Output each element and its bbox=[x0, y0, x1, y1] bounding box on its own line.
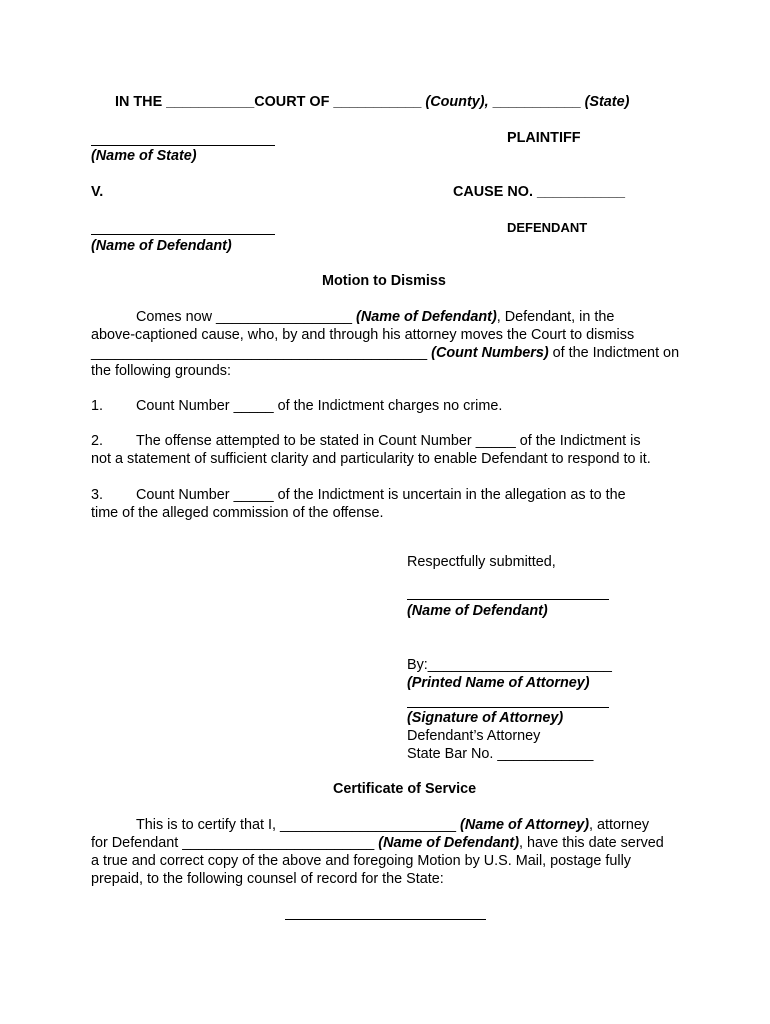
cert-text: This is to certify that I, bbox=[136, 817, 276, 833]
cert-attorney-blank: ______________________ bbox=[279, 817, 457, 833]
printed-name-of-attorney: (Printed Name of Attorney) bbox=[407, 675, 590, 691]
respectfully-submitted: Respectfully submitted, bbox=[407, 554, 556, 570]
intro-text-c: of the Indictment on bbox=[548, 345, 680, 361]
intro-line-4: the following grounds: bbox=[91, 363, 231, 379]
ground-number: 1. bbox=[91, 398, 104, 414]
intro-line-3 bbox=[91, 344, 691, 362]
cause-no-blank: ___________ bbox=[536, 184, 626, 200]
defendant-signature-line bbox=[407, 599, 609, 600]
cert-text-c: for Defendant bbox=[91, 835, 179, 851]
counsel-signature-line bbox=[285, 919, 486, 920]
state-bar-no bbox=[407, 745, 593, 763]
cert-attorney-name: (Name of Attorney) bbox=[460, 817, 590, 833]
attorney-signature-line bbox=[407, 707, 609, 708]
cert-defendant-name: (Name of Defendant) bbox=[378, 835, 520, 851]
certificate-line-3: a true and correct copy of the above and foregoing Motion by U.S. Mail, postage fully bbox=[91, 853, 631, 869]
court-blank: ___________ bbox=[166, 94, 255, 110]
intro-blank: _________________ bbox=[215, 309, 353, 325]
in-the-label: IN THE bbox=[115, 94, 163, 110]
intro-text-b: , Defendant, in the bbox=[496, 309, 615, 325]
name-of-defendant-label: (Name of Defendant) bbox=[91, 238, 232, 254]
court-of-label: COURT OF bbox=[254, 94, 330, 110]
certificate-line-2 bbox=[91, 834, 691, 852]
plaintiff-name-line bbox=[91, 145, 275, 146]
intro-line-1 bbox=[91, 308, 691, 326]
intro-line-2: above-captioned cause, who, by and through his attorney moves the Court to dismiss bbox=[91, 327, 635, 343]
versus-label: V. bbox=[91, 184, 104, 200]
defendant-label: DEFENDANT bbox=[507, 220, 588, 235]
certificate-paragraph bbox=[91, 816, 691, 888]
ground-number: 3. bbox=[91, 487, 104, 503]
state-label: (State) bbox=[584, 94, 630, 110]
plaintiff-label: PLAINTIFF bbox=[507, 130, 581, 146]
ground-2 bbox=[91, 432, 691, 468]
motion-intro-paragraph bbox=[91, 308, 691, 380]
ground-text: The offense attempted to be stated in Count Number _____ of the Indictment is bbox=[136, 433, 641, 449]
signature-defendant-name: (Name of Defendant) bbox=[407, 603, 548, 619]
certificate-line-1 bbox=[91, 816, 691, 834]
state-bar-blank: ____________ bbox=[497, 746, 594, 762]
certificate-line-4: prepaid, to the following counsel of record for the State: bbox=[91, 871, 444, 887]
cert-defendant-blank: ________________________ bbox=[182, 835, 375, 851]
defendants-attorney-label: Defendant’s Attorney bbox=[407, 728, 541, 744]
state-bar-label: State Bar No. bbox=[407, 746, 494, 762]
by-label: By: bbox=[407, 657, 428, 673]
county-blank: ___________ bbox=[333, 94, 422, 110]
motion-title: Motion to Dismiss bbox=[322, 273, 446, 289]
count-numbers-label: (Count Numbers) bbox=[431, 345, 549, 361]
court-line bbox=[115, 93, 629, 111]
ground-text: Count Number _____ of the Indictment charges no crime. bbox=[136, 398, 503, 414]
cert-text-d: , have this date served bbox=[519, 835, 664, 851]
name-of-state-label: (Name of State) bbox=[91, 148, 197, 164]
cause-no-label: CAUSE NO. bbox=[453, 184, 533, 200]
ground-text: Count Number _____ of the Indictment is uncertain in the allegation as to the bbox=[136, 487, 626, 503]
intro-text: Comes now bbox=[136, 309, 212, 325]
ground-text-cont: not a statement of sufficient clarity and particularity to enable Defendant to respond to it. bbox=[91, 451, 651, 467]
by-line bbox=[407, 656, 612, 674]
ground-3 bbox=[91, 486, 691, 522]
counts-blank: __________________________________________ bbox=[91, 345, 428, 361]
ground-number: 2. bbox=[91, 433, 104, 449]
defendant-name-line bbox=[91, 234, 275, 235]
cause-no bbox=[453, 183, 625, 201]
intro-defendant-name: (Name of Defendant) bbox=[356, 309, 497, 325]
signature-of-attorney: (Signature of Attorney) bbox=[407, 710, 564, 726]
state-blank: ___________ bbox=[492, 94, 581, 110]
ground-text-cont: time of the alleged commission of the offense. bbox=[91, 505, 384, 521]
certificate-title: Certificate of Service bbox=[333, 781, 477, 797]
ground-1 bbox=[91, 397, 691, 415]
cert-text-b: , attorney bbox=[589, 817, 650, 833]
by-blank: _______________________ bbox=[427, 657, 612, 673]
county-label: (County), bbox=[425, 94, 489, 110]
